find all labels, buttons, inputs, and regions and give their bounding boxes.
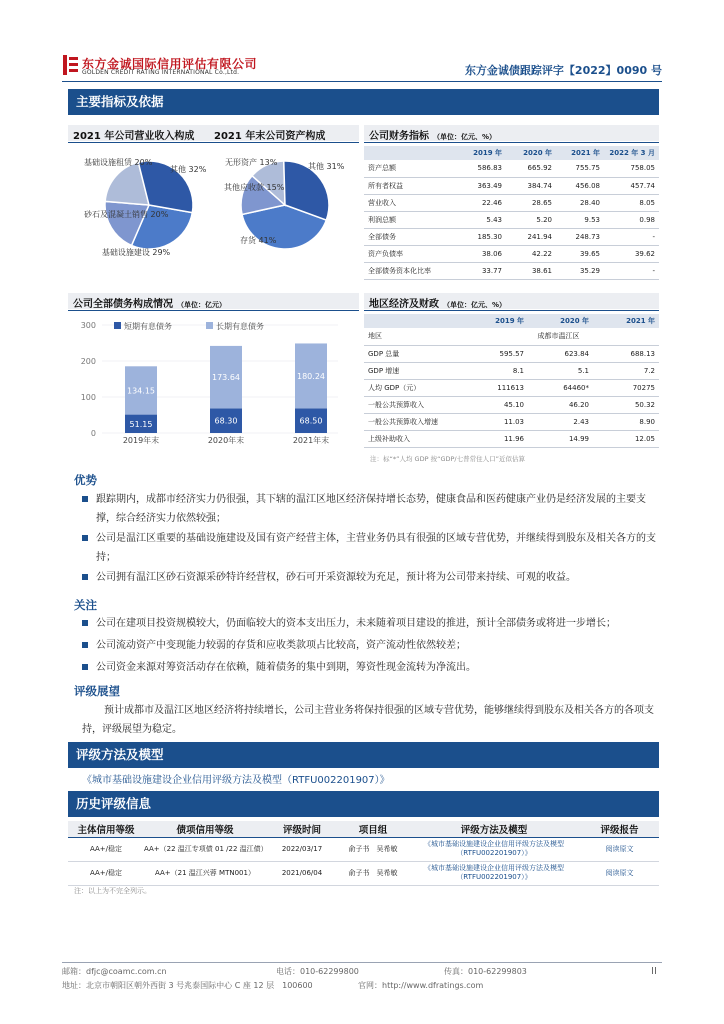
financial-indicators-table (364, 146, 659, 280)
company-logo-icon (62, 54, 80, 76)
table-cell: 46.20 (528, 396, 593, 413)
table-cell: 上级补助收入 (364, 430, 462, 447)
bar-value-label: 68.30 (214, 416, 238, 426)
page-number: II (651, 966, 657, 977)
method-cell-link[interactable]: 《城市基础设施建设企业信用评级方法及模型（RTFU002201907）》 (408, 837, 580, 861)
region-title: 地区经济及财政 （单位：亿元、%） (369, 299, 507, 310)
table-cell: 资产总额 (364, 160, 456, 177)
legend-label: 短期有息债务 (124, 322, 172, 331)
outlook-title: 评级展望 (74, 684, 120, 698)
column-header: 2019 年 (462, 314, 528, 328)
read-original-link[interactable]: 阅读原文 (580, 861, 659, 885)
table-cell: 38.61 (506, 262, 556, 279)
list-item: 公司是温江区重要的基础设施建设及国有资产经营主体，主营业务仍具有很强的区域专营优势，并继续得到股东及相关各方的支持； (82, 529, 662, 567)
bullet-square-icon (82, 642, 88, 648)
table-cell: 8.1 (462, 362, 528, 379)
list-item: 公司拥有温江区砂石资源采砂特许经营权，砂石可开采资源较为充足，预计将为公司带来持续、可观的收益。 (82, 568, 662, 587)
table-cell: 42.22 (506, 245, 556, 262)
column-header (364, 146, 456, 160)
table-cell: 457.74 (604, 177, 659, 194)
table-cell: 758.05 (604, 160, 659, 177)
table-row (364, 245, 659, 262)
table-cell: 35.29 (556, 262, 604, 279)
table-row (364, 262, 659, 279)
table-cell: 39.65 (556, 245, 604, 262)
bar-value-label: 134.15 (127, 386, 155, 396)
table-row (68, 837, 659, 861)
legend-swatch (206, 322, 213, 329)
list-item: 公司资金来源对筹资活动存在依赖，随着债务的集中到期，筹资性现金流转为净流出。 (82, 658, 662, 677)
table-cell: 70275 (593, 379, 659, 396)
footer-website[interactable]: 官网：http://www.dfratings.com (358, 981, 484, 990)
table-cell: 俞子书 吴希敏 (338, 861, 408, 885)
pie-label-assets-intangible: 无形资产 13% (225, 158, 278, 167)
table-cell: - (604, 262, 659, 279)
bullet-square-icon (82, 574, 88, 580)
section-bar-method: 评级方法及模型 (68, 742, 659, 768)
pie-label-assets-inventory: 存货 41% (240, 236, 277, 245)
document-number: 东方金诚债跟踪评字【2022】0090 号 (464, 64, 662, 77)
table-cell: 50.32 (593, 396, 659, 413)
table-row (364, 177, 659, 194)
column-header: 主体信用等级 (68, 821, 144, 837)
x-category-label: 2020年末 (207, 436, 245, 445)
table-row (364, 413, 659, 430)
table-cell: 39.62 (604, 245, 659, 262)
table-cell: 7.2 (593, 362, 659, 379)
debt-chart-title: 公司全部债务构成情况 （单位：亿元） (73, 299, 226, 310)
list-item: 跟踪期内，成都市经济实力仍很强，其下辖的温江区地区经济保持增长态势，健康食品和医药健康产业仍是经济发展的主要支撑，综合经济实力依然较强； (82, 490, 662, 528)
history-note: 注：以上为不完全列示。 (74, 887, 151, 895)
divider (68, 142, 359, 143)
footer-divider (62, 962, 662, 963)
table-row (364, 194, 659, 211)
list-item: 公司流动资产中变现能力较弱的存货和应收类款项占比较高，资产流动性依然较差； (82, 636, 662, 655)
table-row (364, 211, 659, 228)
read-original-link[interactable]: 阅读原文 (580, 837, 659, 861)
pie-label-assets-receivable: 其他应收款 15% (224, 183, 285, 192)
table-row (364, 160, 659, 177)
table-cell: 28.40 (556, 194, 604, 211)
area-value: 成都市温江区 (462, 328, 659, 345)
table-cell: 11.96 (462, 430, 528, 447)
revenue-pie (105, 161, 193, 249)
pie-charts (68, 145, 359, 275)
section-bar-main: 主要指标及依据 (68, 89, 659, 115)
table-cell: 11.03 (462, 413, 528, 430)
table-cell: 665.92 (506, 160, 556, 177)
table-cell: 营业收入 (364, 194, 456, 211)
table-cell: 22.46 (456, 194, 506, 211)
pie-label-revenue-sand: 砂石及混凝土销售 20% (84, 210, 169, 219)
table-cell: 9.53 (556, 211, 604, 228)
footer-phone: 电话：010-62299800 (276, 967, 359, 976)
table-cell: 38.06 (456, 245, 506, 262)
table-cell: 688.13 (593, 345, 659, 362)
method-link[interactable]: 《城市基础设施建设企业信用评级方法及模型（RTFU002201907）》 (82, 775, 390, 786)
table-cell: 利润总额 (364, 211, 456, 228)
table-cell: 一般公共预算收入 (364, 396, 462, 413)
column-header: 评级方法及模型 (408, 821, 580, 837)
table-cell: 33.77 (456, 262, 506, 279)
table-cell: 5.20 (506, 211, 556, 228)
outlook-text: 预计成都市及温江区地区经济将持续增长，公司主营业务将保持很强的区域专营优势，能够继续得到股东及相关各方的各项支持，评级展望为稳定。 (82, 705, 654, 735)
legend-label: 长期有息债务 (216, 322, 264, 331)
table-cell: GDP 总量 (364, 345, 462, 362)
footer-email: 邮箱：dfjc@coamc.com.cn (62, 967, 167, 976)
x-category-label: 2021年末 (292, 436, 330, 445)
footer-fax: 传真：010-62299803 (444, 967, 527, 976)
table-cell: 12.05 (593, 430, 659, 447)
debt-bar-chart (68, 315, 359, 445)
column-header: 项目组 (338, 821, 408, 837)
table-cell: 2.43 (528, 413, 593, 430)
table-cell: - (604, 228, 659, 245)
bar-value-label: 51.15 (129, 419, 153, 429)
x-category-label: 2019年末 (122, 436, 160, 445)
table-cell: 0.98 (604, 211, 659, 228)
pie-label-revenue-lease: 基础设施租赁 20% (84, 158, 153, 167)
column-header: 2022 年 3 月 (604, 146, 659, 160)
table-cell: 俞子书 吴希敏 (338, 837, 408, 861)
table-cell: 241.94 (506, 228, 556, 245)
table-row (364, 379, 659, 396)
column-header: 2021 年 (593, 314, 659, 328)
divider (68, 310, 359, 311)
table-cell: 5.43 (456, 211, 506, 228)
pie-label-revenue-other: 其他 32% (170, 165, 207, 174)
method-cell-link[interactable]: 《城市基础设施建设企业信用评级方法及模型（RTFU002201907）》 (408, 861, 580, 885)
divider (364, 142, 659, 143)
y-tick-label: 100 (80, 393, 96, 402)
bullet-square-icon (82, 496, 88, 502)
table-cell: 755.75 (556, 160, 604, 177)
table-row (364, 430, 659, 447)
pie-label-revenue-infra: 基础设施建设 29% (101, 248, 171, 257)
page-header (62, 52, 662, 82)
table-row (364, 228, 659, 245)
table-cell: 185.30 (456, 228, 506, 245)
table-cell: 586.83 (456, 160, 506, 177)
table-cell: 28.65 (506, 194, 556, 211)
rating-history-table (68, 821, 659, 886)
company-name-en: GOLDEN CREDIT RATING INTERNATIONAL Co.,Ltd. (82, 69, 240, 76)
bullet-square-icon (82, 620, 88, 626)
table-row (364, 328, 659, 345)
advantages-title: 优势 (74, 473, 97, 487)
divider (364, 310, 659, 311)
pie-assets-title: 2021 年末公司资产构成 (214, 131, 326, 142)
bar-value-label: 173.64 (212, 373, 240, 383)
table-row (364, 345, 659, 362)
table-cell: 所有者权益 (364, 177, 456, 194)
concerns-title: 关注 (74, 598, 97, 612)
table-row (68, 861, 659, 885)
section-bar-history: 历史评级信息 (68, 791, 659, 817)
column-header (364, 314, 462, 328)
y-tick-label: 0 (90, 429, 96, 438)
table-cell: 资产负债率 (364, 245, 456, 262)
table-cell: 一般公共预算收入增速 (364, 413, 462, 430)
pie-label-assets-other: 其他 31% (308, 162, 345, 171)
table-cell: 2022/03/17 (266, 837, 338, 861)
region-economy-table (364, 314, 659, 448)
table-cell: 45.10 (462, 396, 528, 413)
area-label: 地区 (364, 328, 462, 345)
table-cell: 14.99 (528, 430, 593, 447)
table-cell: 2021/06/04 (266, 861, 338, 885)
bar-value-label: 68.50 (299, 416, 323, 426)
table-cell: 111613 (462, 379, 528, 396)
table-cell: GDP 增速 (364, 362, 462, 379)
column-header: 评级报告 (580, 821, 659, 837)
column-header: 评级时间 (266, 821, 338, 837)
table-cell: AA+（21 温江兴蓉 MTN001） (144, 861, 266, 885)
table-row (364, 396, 659, 413)
table-cell: AA+（22 温江专项债 01 /22 温江债） (144, 837, 266, 861)
column-header: 2020 年 (506, 146, 556, 160)
table-cell: 456.08 (556, 177, 604, 194)
legend-swatch (114, 322, 121, 329)
bullet-square-icon (82, 664, 88, 670)
y-tick-label: 300 (80, 321, 96, 330)
table-cell: 363.49 (456, 177, 506, 194)
bullet-square-icon (82, 535, 88, 541)
table-cell: 384.74 (506, 177, 556, 194)
column-header: 2019 年 (456, 146, 506, 160)
footer-address: 地址：北京市朝阳区朝外西街 3 号兆泰国际中心 C 座 12 层 100600 (62, 981, 313, 990)
table-cell: 248.73 (556, 228, 604, 245)
column-header: 2021 年 (556, 146, 604, 160)
table-cell: 5.1 (528, 362, 593, 379)
table-cell: 8.90 (593, 413, 659, 430)
pie-revenue-title: 2021 年公司营业收入构成 (73, 131, 195, 142)
table-cell: 595.57 (462, 345, 528, 362)
column-header: 债项信用等级 (144, 821, 266, 837)
table-cell: 64460* (528, 379, 593, 396)
table-cell: 人均 GDP（元） (364, 379, 462, 396)
y-tick-label: 200 (80, 357, 96, 366)
list-item: 公司在建项目投资规模较大，仍面临较大的资本支出压力，未来随着项目建设的推进，预计全部债务或将进一步增长； (82, 614, 662, 633)
table-cell: AA+/稳定 (68, 837, 144, 861)
column-header: 2020 年 (528, 314, 593, 328)
fin-title: 公司财务指标 （单位：亿元、%） (369, 131, 497, 142)
table-cell: 8.05 (604, 194, 659, 211)
bar-value-label: 180.24 (297, 371, 325, 381)
table-cell: 623.84 (528, 345, 593, 362)
table-cell: AA+/稳定 (68, 861, 144, 885)
region-note: 注：标“*”人均 GDP 按“GDP/七普常住人口”近似估算 (370, 455, 525, 463)
table-cell: 全部债务资本化比率 (364, 262, 456, 279)
table-cell: 全部债务 (364, 228, 456, 245)
company-name-cn: 东方金诚国际信用评估有限公司 (82, 57, 258, 71)
table-row (364, 362, 659, 379)
